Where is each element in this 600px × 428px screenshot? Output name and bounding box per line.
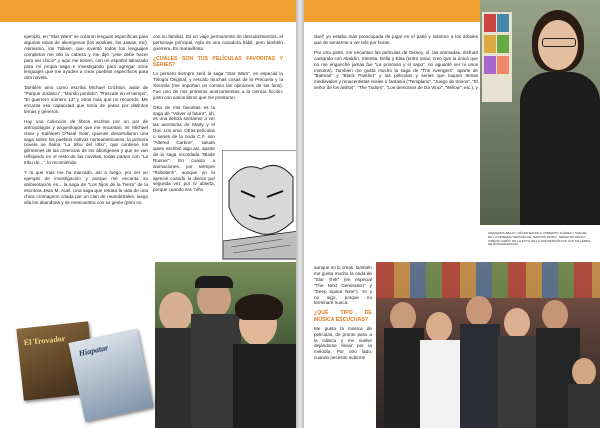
group-photo-left <box>155 262 298 428</box>
stripe-gap <box>302 22 480 26</box>
right-page <box>302 0 600 428</box>
poster <box>497 56 509 74</box>
person-face <box>466 296 492 326</box>
person-body <box>460 324 500 428</box>
hair <box>235 294 283 320</box>
book-cover-2-art <box>68 329 153 422</box>
top-accent-stripe <box>302 0 480 22</box>
portrait-photo <box>480 0 600 225</box>
paragraph: duel” yo estaba más preocupada de jugar en el patio y subirme a los árboles que de sentarme a ver tele por horas. <box>314 34 478 45</box>
paragraph: aunque no lo creas, también me gusta mucho la onda de “Star Trek” (en especial “The Next Generation” y “Deep Space Nine”). Yo y no sigo, porque no terminaré nunca. <box>314 265 372 306</box>
center-fold <box>296 0 304 428</box>
group-photo-right <box>376 262 600 428</box>
section-heading-movies: ¿CUÁLES SON TUS PELÍCULAS FAVORITAS Y SERIES? <box>153 55 283 68</box>
photo-caption: IZQUIERDA ABAJO: CÉSAR MANOLA, ROBERTO JUÁREZ Y MIGUEL EN LA PRIMERA VERSIÓN DE “SANTOS MODA”. DERECHA ABAJO: XIMENA GARÍN, EN LA FOTO DE LA CONVENCIÓN DE LOS TALLERES DE ROCAMADONNA. <box>488 231 591 247</box>
top-accent-stripe <box>0 0 298 22</box>
person-body <box>568 384 600 428</box>
paragraph: con su familia). Es un viaje permanente de descubrimientos, el personaje principal, Ayla es una cazadora hábil, pero también guerrera. Es maravillosa. <box>153 34 283 51</box>
section-heading-music: ¿QUÉ TIPO DE MÚSICA ESCUCHAS? <box>314 310 372 323</box>
poster <box>484 14 496 32</box>
cap <box>195 276 233 288</box>
poster <box>497 35 509 53</box>
comic-art-image <box>222 150 298 260</box>
person-face <box>159 292 193 332</box>
comic-art-drawing <box>223 151 298 259</box>
right-column-1 <box>314 34 478 95</box>
paragraph: Por otra parte, me encantan las películas de Disney, sí, las animadas, disfruté cantando con Aladdín, Sirenita, Bella y Elsa (entre otras, creo que la única que no me enganché jamás fue “La princesa y el sapo”, no aguanté ver ni unos minutos). También me gusta mucho la saga de “The Avengers”, aparte de “Batman” y “Black Panther” y las películas y series que toquen temas medievales y renacentistas reales o fantasía (“Templario”, “Juego de tronos”, “El señor de los anillos”, “The Tudors”, “Los demonios de Da Vinci”, “Willow”, etc.), y <box>314 49 478 91</box>
paragraph: Otra de mis favoritas es la saga de “Volver al futuro”, ah, es una delicia sentarme a ver las aventuras de Marty y el Doc. Los amo. Otras películas o series de la onda C.F. son “Altered Carbon”, saludo quien escribió algo así, aparte de la saga recordada “Blade Runner”. En cuanto a animaciones, por siempre “Robotech”, aunque yo la aprecié cuando la dieron por segunda vez por tv abierta, porque cuando era “niño <box>153 104 215 193</box>
paragraph: Me gusta la música de películas, de pronto paso a la clásica y me vuelve dejándome llevar por la melodía. Por otro lado, cuando necesito subirme <box>314 325 372 361</box>
paragraph: ejemplo, en “Star Wars” se crearon lenguas específicas para algunas razas de alienígenas (los wookies, los Jawas, etc). Asimismo, los Tolkien, que inventó todos los lenguajes completos me olió la cabeza y me dije “¡ese debe hacer para ser chico!” y aquí me tienen, con un español latinizado para mí propia saga e investigando para agregar otros lenguajes que me ayuden a crear pueblos específicos para otra novela. <box>24 34 148 81</box>
paragraph: Hay una colección de libros escritos por un par de antropólogos y arqueólogos que me encantan, W. Michael Gear y Kathleen O'Neal Gear, quienes desarrollaron una saga sobre los pueblos nativos norteamericanos, la primera novela se llama “La tribu del lobo”, que contiene los gérmenes de las creencias de los aborígenes y que se van reflejando en el resto de las novelas, todas parten con “La tribu de...”, la recomiendo. <box>24 118 148 166</box>
left-page <box>0 0 298 428</box>
person-face <box>572 358 596 386</box>
person-face <box>542 300 568 330</box>
book-2-title: Hiapatar <box>77 343 109 359</box>
person-body <box>498 336 538 428</box>
person-body <box>384 328 424 428</box>
poster <box>484 56 496 74</box>
right-column-2 <box>314 265 372 365</box>
book-1-title: El Trovador <box>23 333 66 348</box>
paragraph: Lo primero siempre será la saga “Star Wars”, en especial la Trilogía Original, y rescato muchas cosas de la Precuela y la Secuela (me importan un comino las opiniones de los fans). Fue uno de mis primeros acercamientos a la ciencia ficción, junto con varios libros que me prestaron. <box>153 71 283 100</box>
paragraph: Y la que más me ha marcado, así a fuego, por ser un ejemplo de investigación y porque me encanta su ambientación es... la saga de “Los hijos de la Tierra” de la escritora Jean M. Auel. Una saga que retrata la vida de una chica cromagnon criada por un clan de neandertales, luego ella los abandona y se reencuentra con su gente (pero no <box>24 170 148 205</box>
left-column-1 <box>24 34 148 209</box>
background-mural <box>376 262 600 298</box>
paragraph: También amo como escriba Michael Crichton, autor de “Parque Jurásico”, “Mundo perdido”, “Rescate en el tiempo”, “El guerrero número 13” y otros más que no recuerdo. Me encanta esa capacidad que tenía de pasar por distintos temas y géneros. <box>24 85 148 114</box>
person-body <box>420 340 460 428</box>
poster <box>497 14 509 32</box>
person-face <box>426 312 452 342</box>
glasses <box>542 38 576 47</box>
stripe-gap <box>0 22 298 26</box>
poster <box>484 35 496 53</box>
person-body <box>520 72 600 225</box>
person-face <box>504 308 530 338</box>
person-body <box>233 344 298 428</box>
book-cover-2 <box>68 329 153 422</box>
